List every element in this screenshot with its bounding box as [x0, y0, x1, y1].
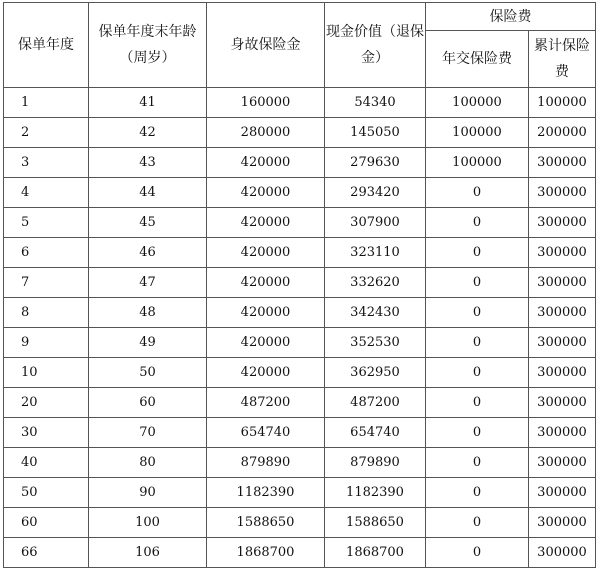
table-row	[4, 538, 596, 568]
cell-policy-year: 30	[4, 418, 89, 448]
table-row	[4, 358, 596, 388]
cell-age: 49	[89, 328, 207, 358]
cell-age: 60	[89, 388, 207, 418]
cell-death-benefit: 1588650	[207, 508, 325, 538]
cell-cumulative-premium: 100000	[529, 88, 596, 118]
cell-policy-year: 60	[4, 508, 89, 538]
cell-policy-year: 1	[4, 88, 89, 118]
cell-cash-value: 293420	[325, 178, 426, 208]
table-row	[4, 478, 596, 508]
cell-cash-value: 362950	[325, 358, 426, 388]
header-policy-year: 保单年度	[4, 3, 89, 88]
cell-cumulative-premium: 300000	[529, 418, 596, 448]
table-row	[4, 178, 596, 208]
cell-annual-premium: 0	[426, 298, 529, 328]
cell-death-benefit: 879890	[207, 448, 325, 478]
cell-death-benefit: 420000	[207, 358, 325, 388]
cell-age: 44	[89, 178, 207, 208]
cell-cumulative-premium: 300000	[529, 478, 596, 508]
table-body	[4, 88, 596, 568]
cell-age: 45	[89, 208, 207, 238]
cell-annual-premium: 0	[426, 508, 529, 538]
cell-annual-premium: 0	[426, 178, 529, 208]
cell-annual-premium: 0	[426, 418, 529, 448]
cell-death-benefit: 420000	[207, 268, 325, 298]
cell-death-benefit: 420000	[207, 208, 325, 238]
cell-age: 90	[89, 478, 207, 508]
cell-age: 43	[89, 148, 207, 178]
cell-death-benefit: 1182390	[207, 478, 325, 508]
cell-cumulative-premium: 300000	[529, 298, 596, 328]
cell-age: 100	[89, 508, 207, 538]
table-header	[4, 3, 596, 88]
table-row	[4, 238, 596, 268]
cell-death-benefit: 487200	[207, 388, 325, 418]
cell-cash-value: 342430	[325, 298, 426, 328]
cell-policy-year: 50	[4, 478, 89, 508]
cell-policy-year: 20	[4, 388, 89, 418]
cell-cash-value: 307900	[325, 208, 426, 238]
cell-annual-premium: 0	[426, 538, 529, 568]
cell-cumulative-premium: 300000	[529, 178, 596, 208]
header-age-end: 保单年度末年龄（周岁）	[89, 3, 207, 88]
cell-cumulative-premium: 300000	[529, 358, 596, 388]
table-row	[4, 298, 596, 328]
cell-annual-premium: 0	[426, 388, 529, 418]
cell-annual-premium: 0	[426, 268, 529, 298]
cell-annual-premium: 0	[426, 208, 529, 238]
cell-cumulative-premium: 300000	[529, 148, 596, 178]
cell-cumulative-premium: 300000	[529, 268, 596, 298]
cell-cumulative-premium: 200000	[529, 118, 596, 148]
cell-cash-value: 1588650	[325, 508, 426, 538]
header-premium-group: 保险费	[426, 3, 596, 31]
benefit-table-container	[3, 2, 596, 568]
cell-age: 80	[89, 448, 207, 478]
cell-age: 106	[89, 538, 207, 568]
cell-age: 48	[89, 298, 207, 328]
cell-age: 50	[89, 358, 207, 388]
cell-death-benefit: 420000	[207, 148, 325, 178]
cell-age: 41	[89, 88, 207, 118]
cell-cash-value: 879890	[325, 448, 426, 478]
cell-cumulative-premium: 300000	[529, 388, 596, 418]
cell-cumulative-premium: 300000	[529, 238, 596, 268]
header-annual-premium: 年交保险费	[426, 31, 529, 88]
header-cash-value: 现金价值（退保金）	[325, 3, 426, 88]
cell-annual-premium: 0	[426, 448, 529, 478]
cell-policy-year: 3	[4, 148, 89, 178]
cell-annual-premium: 100000	[426, 148, 529, 178]
cell-annual-premium: 0	[426, 358, 529, 388]
cell-death-benefit: 420000	[207, 328, 325, 358]
cell-policy-year: 40	[4, 448, 89, 478]
cell-policy-year: 6	[4, 238, 89, 268]
cell-age: 70	[89, 418, 207, 448]
cell-cash-value: 1868700	[325, 538, 426, 568]
cell-age: 47	[89, 268, 207, 298]
cell-cumulative-premium: 300000	[529, 448, 596, 478]
table-row	[4, 508, 596, 538]
cell-policy-year: 4	[4, 178, 89, 208]
cell-annual-premium: 0	[426, 478, 529, 508]
cell-cash-value: 352530	[325, 328, 426, 358]
cell-cash-value: 1182390	[325, 478, 426, 508]
table-row	[4, 418, 596, 448]
table-row	[4, 118, 596, 148]
cell-annual-premium: 100000	[426, 88, 529, 118]
header-death-benefit: 身故保险金	[207, 3, 325, 88]
table-row	[4, 448, 596, 478]
table-row	[4, 268, 596, 298]
cell-annual-premium: 100000	[426, 118, 529, 148]
cell-cash-value: 654740	[325, 418, 426, 448]
cell-cash-value: 54340	[325, 88, 426, 118]
cell-policy-year: 2	[4, 118, 89, 148]
cell-cumulative-premium: 300000	[529, 508, 596, 538]
cell-annual-premium: 0	[426, 328, 529, 358]
cell-death-benefit: 654740	[207, 418, 325, 448]
cell-policy-year: 9	[4, 328, 89, 358]
cell-cumulative-premium: 300000	[529, 328, 596, 358]
cell-policy-year: 8	[4, 298, 89, 328]
table-row	[4, 328, 596, 358]
cell-policy-year: 10	[4, 358, 89, 388]
cell-age: 42	[89, 118, 207, 148]
cell-cash-value: 323110	[325, 238, 426, 268]
benefit-table	[3, 2, 596, 568]
table-row	[4, 88, 596, 118]
cell-cash-value: 487200	[325, 388, 426, 418]
cell-age: 46	[89, 238, 207, 268]
cell-cash-value: 145050	[325, 118, 426, 148]
table-row	[4, 208, 596, 238]
cell-annual-premium: 0	[426, 238, 529, 268]
cell-death-benefit: 420000	[207, 238, 325, 268]
cell-death-benefit: 420000	[207, 298, 325, 328]
cell-death-benefit: 1868700	[207, 538, 325, 568]
header-cumulative-premium: 累计保险费	[529, 31, 596, 88]
cell-death-benefit: 420000	[207, 178, 325, 208]
cell-death-benefit: 280000	[207, 118, 325, 148]
cell-policy-year: 66	[4, 538, 89, 568]
table-row	[4, 148, 596, 178]
cell-cash-value: 332620	[325, 268, 426, 298]
cell-death-benefit: 160000	[207, 88, 325, 118]
cell-cash-value: 279630	[325, 148, 426, 178]
table-row	[4, 388, 596, 418]
cell-policy-year: 7	[4, 268, 89, 298]
cell-cumulative-premium: 300000	[529, 538, 596, 568]
cell-policy-year: 5	[4, 208, 89, 238]
cell-cumulative-premium: 300000	[529, 208, 596, 238]
